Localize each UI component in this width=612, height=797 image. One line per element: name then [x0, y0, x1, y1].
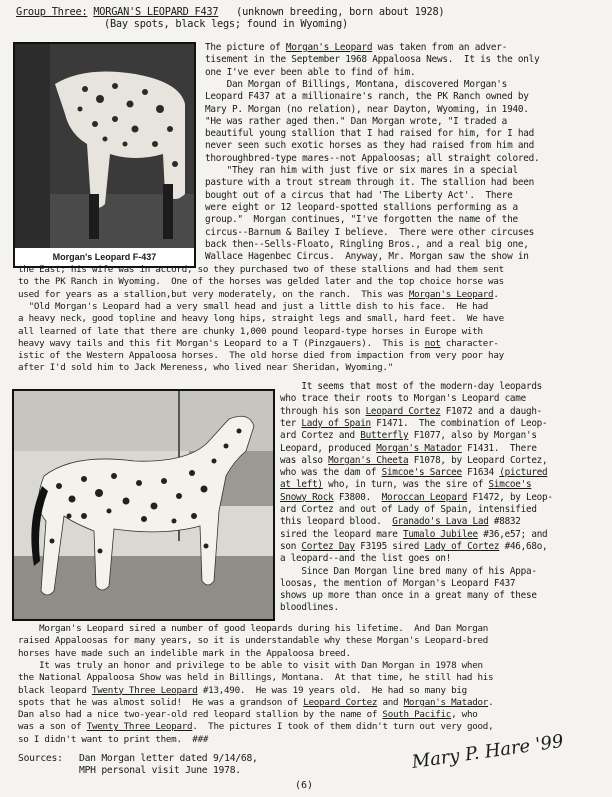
text-line	[205, 165, 518, 177]
text-run: ard Cortez and out of Lady of Spain, intensified	[280, 504, 537, 515]
text-run: so I didn't want to print them. ###	[18, 733, 209, 745]
text-run: through his son	[280, 405, 366, 417]
text-line	[205, 190, 512, 202]
underlined-name: (pictured	[499, 467, 548, 479]
text-line	[280, 590, 537, 602]
text-line	[18, 264, 504, 276]
text-run: one I've ever been able to find of him.	[205, 66, 416, 78]
text-run: #8832	[488, 516, 521, 528]
text-run: the East; his wife was in accord, so they purchased two of these stallions and had them sent	[18, 264, 504, 275]
text-line	[18, 734, 208, 746]
text-run: spots that he was almost solid! He was a grandson of	[18, 696, 304, 708]
underlined-name: Morgan's Leopard	[408, 288, 494, 300]
text-line	[280, 541, 547, 553]
text-run: heavy wavy tails and this fit Morgan's Leopard to a T (Pinzgauers). This is	[18, 337, 425, 349]
text-line	[18, 301, 488, 313]
underlined-name: at left)	[280, 479, 323, 491]
text-line	[280, 553, 451, 565]
text-line	[18, 623, 488, 635]
horse-photo-1-image	[15, 44, 194, 248]
underlined-name: Tumalo Jubilee	[403, 528, 478, 540]
text-line	[18, 672, 493, 684]
text-run: #13,490. He was 19 years old. He had so many big	[197, 684, 467, 696]
underlined-name: MORGAN'S LEOPARD F437	[93, 6, 219, 18]
text-run: The picture of	[205, 42, 286, 53]
text-line	[18, 648, 351, 660]
text-run: a heavy neck, good topline and heavy long hips, straight legs and small, hard feet. We have	[18, 313, 504, 325]
text-run: raised Appaloosas for many years, so it is understandable why these Morgan's Leopard-bred	[18, 635, 489, 647]
header-line-1	[16, 6, 444, 18]
text-run: ard Cortez and	[280, 430, 361, 442]
underlined-name: Butterfly	[360, 430, 409, 442]
sources-line-1: Dan Morgan letter dated 9/14/68,	[79, 753, 258, 764]
text-line	[18, 276, 504, 288]
header-line-2: (Bay spots, black legs; found in Wyoming)	[104, 18, 348, 30]
text-line	[18, 721, 493, 733]
underlined-name: Simcoe's	[488, 479, 532, 491]
text-run: to the PK Ranch in Wyoming. One of the horses was gelded later and the top choice horse was	[18, 276, 504, 288]
text-run: Leopard F437 at a millionaire's ranch, the PK Ranch owned by	[205, 91, 529, 103]
text-run: Dan Morgan of Billings, Montana, discovered Morgan's	[205, 78, 508, 90]
text-run: (unknown breeding, born about 1928)	[218, 6, 445, 18]
text-run: who trace their roots to Morgan's Leopard came	[280, 393, 526, 405]
text-run: F3800.	[333, 491, 382, 503]
underlined-name: Granado's Lava Lad	[392, 516, 489, 528]
text-run: black leopard	[18, 684, 92, 696]
text-run: this leopard blood.	[280, 516, 393, 528]
text-run: It seems that most of the modern-day leopards	[280, 381, 543, 392]
text-run: F1472, by Leop-	[467, 491, 553, 503]
text-line	[280, 418, 547, 430]
text-line	[205, 140, 534, 152]
underlined-name: Lady of Cortez	[424, 540, 500, 552]
text-run: circus--Barnum & Bailey I believe. There were other circuses	[205, 226, 535, 238]
text-run: who was the dam of	[280, 467, 382, 479]
text-run: "They ran him with just five or six mares in a special	[205, 165, 518, 176]
text-run: was taken from an adver-	[372, 42, 508, 53]
text-run: the National Appaloosa Show was held in Billings, Montana. At that time, he still had his	[18, 672, 494, 684]
underlined-name: South Pacific	[382, 709, 452, 721]
sources-label: Sources:	[18, 753, 63, 764]
text-run: F1431. There	[461, 442, 537, 454]
text-run: "He was rather aged then." Dan Morgan wrote, "I traded a	[205, 115, 508, 127]
text-run: never seen such exotic horses as they had raised from him and	[205, 140, 535, 152]
photo-caption: Morgan's Leopard F-437	[15, 248, 194, 266]
text-line	[18, 326, 483, 338]
page-number: (6)	[295, 780, 314, 791]
text-line	[280, 443, 537, 455]
text-line	[205, 91, 529, 103]
underlined-name: not	[424, 337, 441, 349]
text-run: Mary P. Morgan (no relation), near Dayton, Wyoming, in 1940.	[205, 103, 529, 115]
text-run: F3195 sired	[354, 540, 425, 552]
text-line	[18, 313, 504, 325]
underlined-name: Twenty Three Leopard	[91, 684, 198, 696]
underlined-name: Cortez Day	[301, 540, 355, 552]
text-line	[280, 393, 526, 405]
text-run: #36,e57; and	[477, 528, 548, 540]
text-line	[205, 128, 534, 140]
text-run: thoroughbred-type mares--not Appaloosas; all straight colored.	[205, 152, 540, 164]
text-line	[280, 455, 547, 467]
text-run: group." Morgan continues, "I've forgotten the name of the	[205, 214, 518, 226]
text-run: character-	[440, 337, 499, 349]
underlined-name: Group Three:	[16, 6, 88, 18]
underlined-name: Morgan's Cheeta	[328, 454, 409, 466]
text-line	[205, 227, 534, 239]
text-run: Wallace Hagenbec Circus. Anyway, Mr. Morgan saw the show in	[205, 251, 529, 263]
text-run: all learned of late that there are chunky 1,000 pound leopard-type horses in Europe with	[18, 325, 483, 337]
underlined-name: Leopard Cortez	[365, 405, 441, 417]
text-line	[18, 660, 483, 672]
text-line	[280, 566, 537, 578]
text-line	[280, 516, 521, 528]
sources-line-2: MPH personal visit June 1978.	[79, 765, 241, 776]
text-line	[18, 635, 488, 647]
text-run: sired the leopard mare	[280, 528, 403, 540]
text-run: Morgan's Leopard sired a number of good leopards during his lifetime. And Dan Morgan	[18, 623, 489, 634]
text-line	[280, 504, 537, 516]
text-line	[205, 177, 534, 189]
text-line	[280, 406, 542, 418]
text-run: F1634	[461, 467, 500, 479]
text-line	[18, 362, 393, 374]
text-line	[280, 578, 515, 590]
text-line	[205, 67, 415, 79]
text-line	[205, 104, 529, 116]
text-line	[205, 153, 539, 165]
text-run: tisement in the September 1968 Appaloosa News. It is the only	[205, 54, 540, 66]
underlined-name: Moroccan Leopard	[381, 491, 468, 503]
text-line	[280, 479, 531, 491]
text-run: shows up more than once in a great many of these	[280, 590, 537, 602]
text-run: beautiful young stallion that I had raised for him, for I had	[205, 128, 535, 140]
text-run: Since Dan Morgan line bred many of his Appa-	[280, 565, 537, 577]
text-line	[205, 116, 507, 128]
underlined-name: Lady of Spain	[301, 417, 371, 429]
text-run: son	[280, 540, 302, 552]
text-line	[205, 54, 539, 66]
text-run: .	[493, 288, 499, 300]
text-line	[205, 214, 518, 226]
text-line	[18, 697, 493, 709]
text-run: used for years as a stallion,but very moderately, on the ranch. This was	[18, 288, 409, 300]
horse-photo-2-image	[14, 391, 273, 619]
text-run: #46,68o,	[499, 540, 548, 552]
text-line	[205, 251, 529, 263]
text-run: after I'd sold him to Jack Mereness, who lived near Sheridan, Wyoming."	[18, 362, 393, 374]
text-line	[280, 492, 553, 504]
underlined-name: Snowy Rock	[280, 491, 334, 503]
text-line	[205, 202, 518, 214]
text-run: "Old Morgan's Leopard had a very small head and just a little dish to his face. He had	[18, 300, 489, 312]
text-run: F1471. The combination of Leop-	[370, 417, 548, 429]
text-run: It was truly an honor and privilege to be able to visit with Dan Morgan in 1978 when	[18, 659, 483, 671]
underlined-name: Morgan's Matador	[376, 442, 462, 454]
author-signature: Mary P. Hare '99	[410, 730, 565, 773]
text-line	[205, 239, 529, 251]
text-line	[280, 467, 547, 479]
text-run: Dan also had a nice two-year-old red leopard stallion by the name of	[18, 709, 383, 721]
underlined-name: Leopard Cortez	[303, 696, 378, 708]
underlined-name: Simcoe's Sarcee	[381, 467, 462, 479]
text-run: back then--Sells-Floato, Ringling Bros., and a real big one,	[205, 238, 529, 250]
text-line	[205, 42, 507, 54]
text-run: F1072 and a daugh-	[440, 405, 543, 417]
text-run: F1077, also by Morgan's	[408, 430, 537, 442]
text-run: F1078, by Leopard Cortez,	[408, 454, 548, 466]
text-run: and	[377, 696, 404, 708]
text-run: loosas, the mention of Morgan's Leopard F437	[280, 577, 516, 589]
text-line	[18, 289, 499, 301]
text-run: Leopard, produced	[280, 442, 377, 454]
text-run: . The pictures I took of them didn't turn out very good,	[192, 721, 494, 733]
text-run: was a son of	[18, 721, 87, 733]
text-line	[205, 79, 507, 91]
text-run: bloodlines.	[280, 602, 339, 614]
underlined-name: Morgan's Leopard	[285, 42, 373, 53]
text-line	[18, 685, 467, 697]
text-run: who, in turn, was the sire of	[322, 479, 489, 491]
text-line	[18, 709, 478, 721]
text-line	[18, 350, 504, 362]
text-run: pasture with a trout stream through it. The stallion had been	[205, 177, 535, 189]
text-line	[280, 430, 537, 442]
photo-morgans-leopard	[13, 42, 196, 268]
text-line	[280, 529, 547, 541]
text-run: ter	[280, 417, 302, 429]
text-line	[18, 338, 499, 350]
text-line	[280, 381, 542, 393]
text-run: were eight or 12 leopard-spotted stallions performing as a	[205, 201, 518, 213]
text-run: a leopard--and the list goes on!	[280, 553, 452, 565]
text-run: horses have made such an indelible mark in the Appaloosa breed.	[18, 647, 351, 659]
text-line	[280, 602, 339, 614]
underlined-name: Morgan's Matador	[403, 696, 489, 708]
text-run: .	[488, 696, 494, 708]
text-run: , who	[451, 709, 478, 721]
text-run: istic of the Western Appaloosa horses. The old horse died from impaction from very poor hay	[18, 350, 504, 362]
photo-simcoes-sarcee	[12, 389, 275, 621]
underlined-name: Twenty Three Leopard	[86, 721, 193, 733]
text-run: bought out of a circus that had 'The Liberty Act'. There	[205, 189, 513, 201]
text-run: was also	[280, 454, 329, 466]
